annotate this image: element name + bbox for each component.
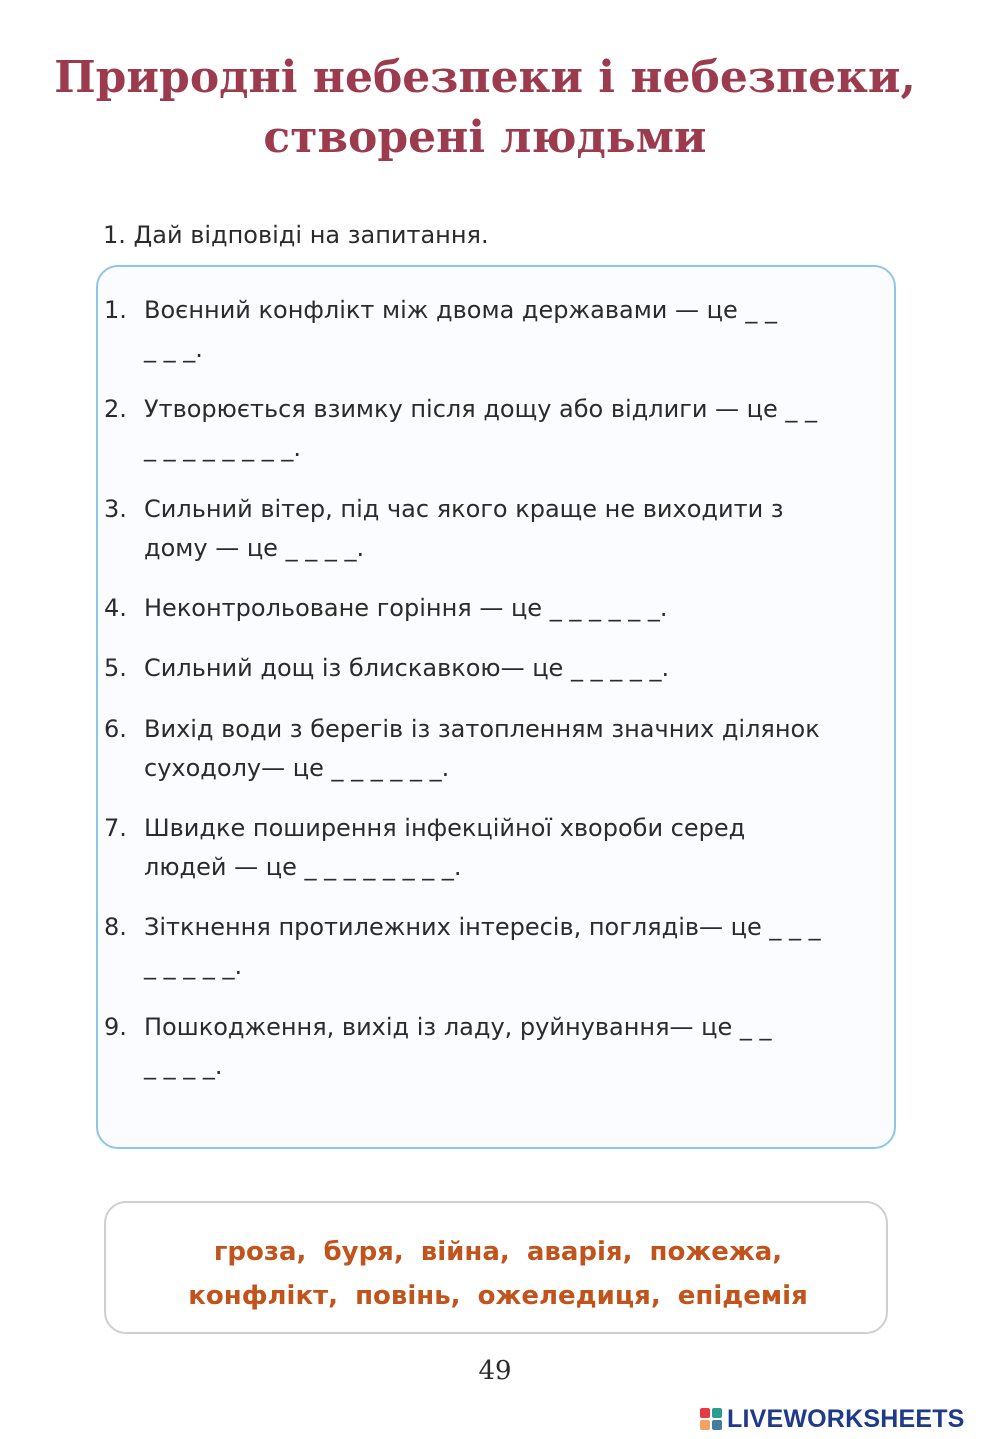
question-number: 9. bbox=[104, 1013, 127, 1041]
question-number: 4. bbox=[104, 594, 127, 622]
question-item-3 bbox=[104, 490, 874, 568]
question-item-9 bbox=[104, 1008, 874, 1086]
page-title bbox=[0, 48, 970, 168]
question-number: 7. bbox=[104, 814, 127, 842]
question-item-5 bbox=[104, 649, 874, 688]
liveworksheets-logo-text: LIVEWORKSHEETS bbox=[727, 1404, 965, 1433]
question-item-4 bbox=[104, 589, 874, 628]
page-title-line-1: Природні небезпеки і небезпеки, bbox=[54, 52, 916, 103]
question-text: Утворюється взимку після дощу або відлиги — це _ _ _ _ _ _ _ _ _ _. bbox=[144, 395, 818, 462]
liveworksheets-logo[interactable] bbox=[700, 1404, 965, 1434]
question-number: 3. bbox=[104, 495, 127, 523]
question-item-2 bbox=[104, 390, 874, 468]
question-text: Неконтрольоване горіння — це _ _ _ _ _ _. bbox=[144, 594, 668, 622]
question-text: Сильний вітер, під час якого краще не виходити з дому — це _ _ _ _. bbox=[144, 495, 784, 562]
question-item-6 bbox=[104, 710, 874, 788]
question-item-7 bbox=[104, 809, 874, 887]
question-item-1 bbox=[104, 291, 874, 369]
page-title-line-2: створені людьми bbox=[263, 112, 707, 163]
question-number: 2. bbox=[104, 395, 127, 423]
question-number: 6. bbox=[104, 715, 127, 743]
question-text: Швидке поширення інфекційної хвороби серед людей — це _ _ _ _ _ _ _ _. bbox=[144, 814, 746, 881]
liveworksheets-logo-icon bbox=[700, 1408, 722, 1430]
word-bank bbox=[104, 1201, 888, 1334]
question-number: 5. bbox=[104, 654, 127, 682]
question-text: Сильний дощ із блискавкою— це _ _ _ _ _. bbox=[144, 654, 670, 682]
question-text: Вихід води з берегів із затопленням значних ділянок суходолу— це _ _ _ _ _ _. bbox=[144, 715, 820, 782]
word-bank-line-1: гроза, буря, війна, аварія, пожежа, bbox=[213, 1237, 783, 1267]
question-text: Воєнний конфлікт між двома державами — це _ _ _ _ _. bbox=[144, 296, 778, 363]
question-item-8 bbox=[104, 908, 874, 986]
page-number: 49 bbox=[478, 1356, 512, 1386]
question-text: Зіткнення протилежних інтересів, поглядів— це _ _ _ _ _ _ _ _. bbox=[144, 913, 821, 980]
question-text: Пошкодження, вихід із ладу, руйнування— це _ _ _ _ _ _. bbox=[144, 1013, 772, 1080]
question-number: 8. bbox=[104, 913, 127, 941]
question-number: 1. bbox=[104, 296, 127, 324]
task-heading: 1. Дай відповіді на запитання. bbox=[103, 221, 489, 249]
word-bank-line-2: конфлікт, повінь, ожеледиця, епідемія bbox=[188, 1281, 808, 1311]
